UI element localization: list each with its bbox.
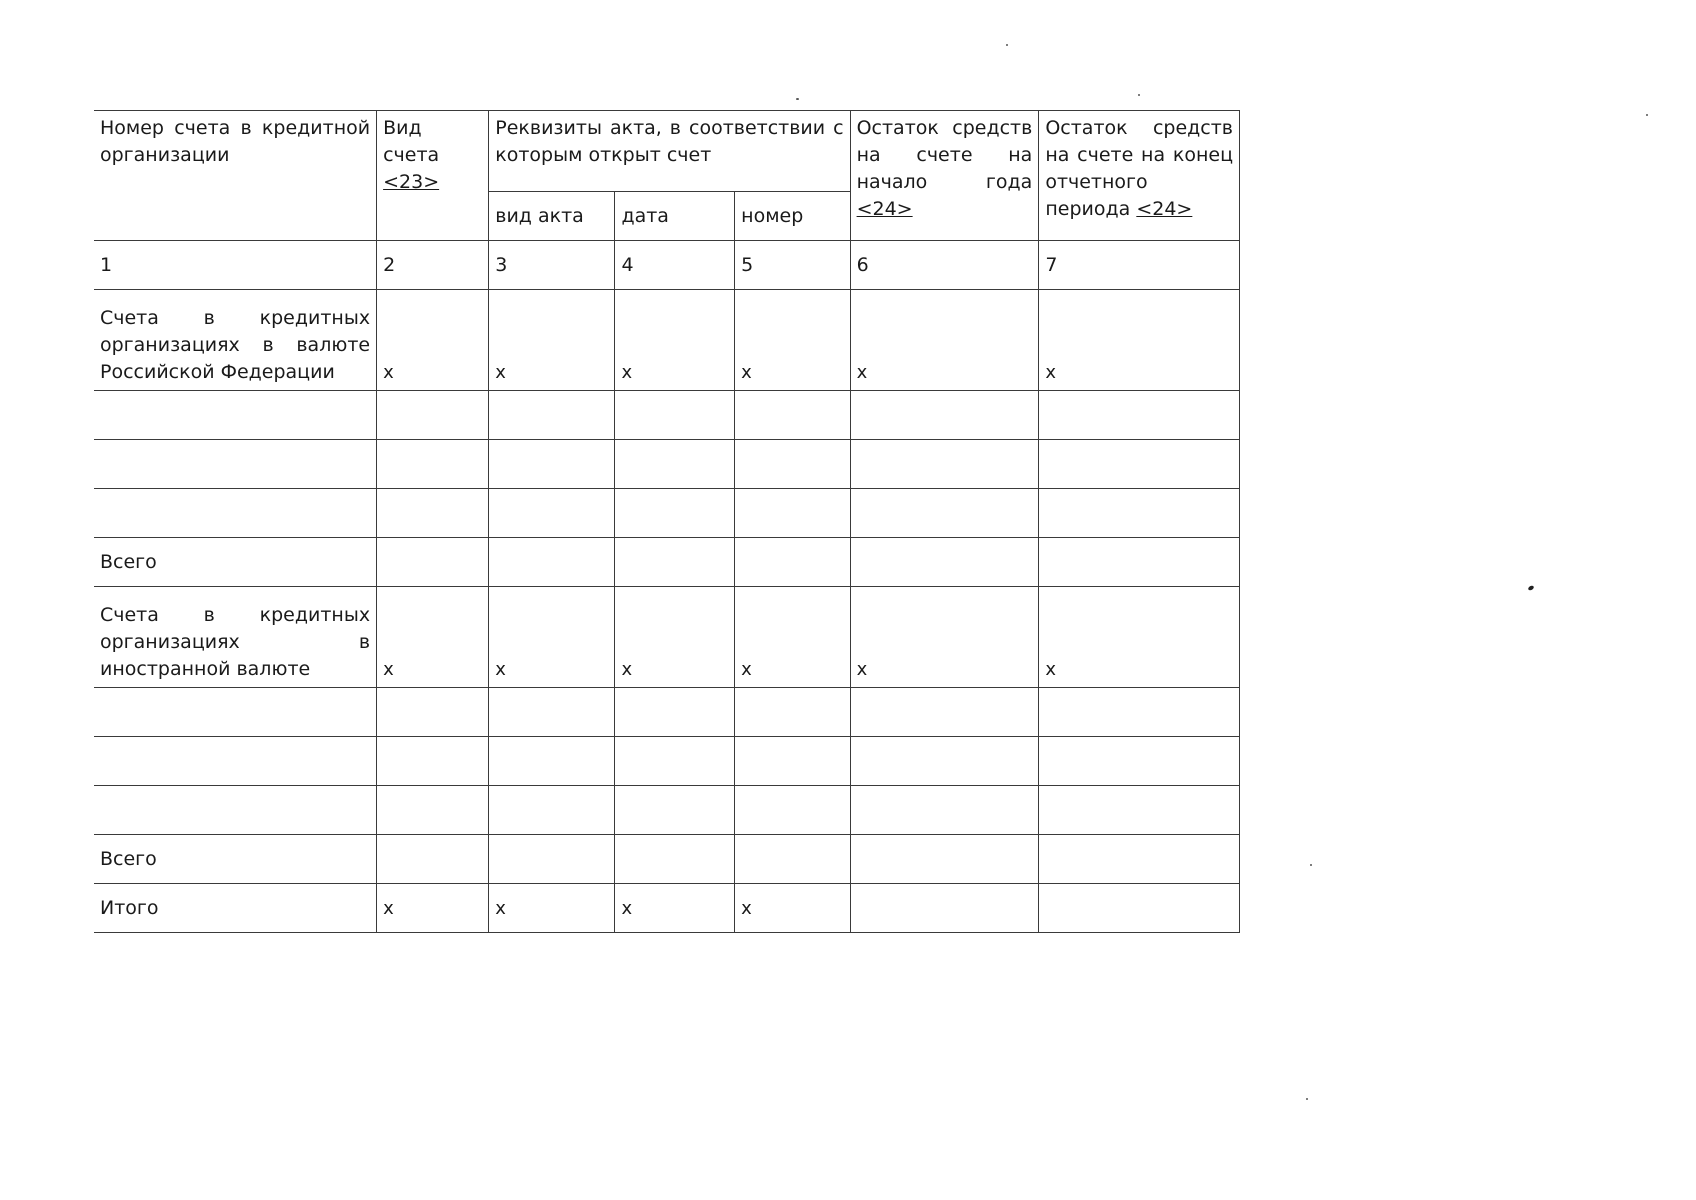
table-cell [850, 835, 1039, 884]
table-cell [850, 688, 1039, 737]
scan-speck [1006, 44, 1008, 46]
table-cell [1039, 391, 1240, 440]
subtotal-row-rub [94, 538, 1240, 587]
table-cell [850, 884, 1039, 933]
column-number: 5 [735, 241, 850, 290]
table-cell [377, 737, 489, 786]
cross-mark: x [850, 587, 1039, 688]
table-cell [735, 489, 850, 538]
table-cell [735, 835, 850, 884]
table-cell [735, 391, 850, 440]
cross-mark: x [615, 587, 735, 688]
table-cell [94, 688, 377, 737]
cross-mark: x [377, 587, 489, 688]
header-act-details: Реквизиты акта, в соответствии с которым открыт счет [489, 111, 850, 192]
header-balance-start [850, 111, 1039, 241]
header-balance-end [1039, 111, 1240, 241]
table-cell [489, 737, 615, 786]
table-cell [850, 489, 1039, 538]
column-number: 1 [94, 241, 377, 290]
cross-mark: x [489, 884, 615, 933]
scan-speck [1646, 114, 1648, 116]
table-cell [489, 489, 615, 538]
table-cell [489, 688, 615, 737]
table-cell [615, 391, 735, 440]
cross-mark: x [1039, 290, 1240, 391]
subtotal-row-foreign [94, 835, 1240, 884]
table-cell [489, 786, 615, 835]
grand-total-label: Итого [94, 884, 377, 933]
column-number: 2 [377, 241, 489, 290]
table-cell [94, 786, 377, 835]
table-row [94, 391, 1240, 440]
scan-speck [1138, 94, 1140, 96]
table-cell [489, 538, 615, 587]
column-number: 7 [1039, 241, 1240, 290]
table-cell [615, 737, 735, 786]
cross-mark: x [1039, 587, 1240, 688]
scan-speck [1306, 1098, 1308, 1100]
table-cell [489, 835, 615, 884]
scan-speck [796, 98, 799, 100]
cross-mark: x [489, 587, 615, 688]
table-cell [735, 737, 850, 786]
table-cell [1039, 538, 1240, 587]
table-cell [1039, 737, 1240, 786]
column-number: 6 [850, 241, 1039, 290]
grand-total-row [94, 884, 1240, 933]
scan-speck [1527, 585, 1534, 591]
header-balance-start-text: Остаток средств на счете на начало года [856, 117, 1033, 193]
table-cell [94, 489, 377, 538]
table-cell [377, 440, 489, 489]
table-cell [1039, 835, 1240, 884]
table-cell [94, 391, 377, 440]
table-cell [850, 440, 1039, 489]
table-cell [1039, 440, 1240, 489]
column-number-row [94, 241, 1240, 290]
table-cell [377, 538, 489, 587]
cross-mark: x [377, 884, 489, 933]
table-cell [735, 688, 850, 737]
table-cell [615, 688, 735, 737]
table-row [94, 737, 1240, 786]
section-title-foreign: Счета в кредитных организациях в иностранной валюте [94, 587, 377, 688]
cross-mark: x [735, 290, 850, 391]
table-cell [377, 835, 489, 884]
table-row [94, 786, 1240, 835]
header-account-type [377, 111, 489, 241]
header-balance-end-text: Остаток средств на счете на конец отчетного периода [1045, 117, 1233, 220]
table-cell [735, 786, 850, 835]
footnote-24-start: <24> [856, 198, 913, 220]
table-cell [377, 786, 489, 835]
table-cell [615, 835, 735, 884]
header-act-number: номер [735, 192, 850, 241]
table-cell [377, 688, 489, 737]
footnote-24-end: <24> [1136, 198, 1193, 220]
subtotal-label: Всего [94, 538, 377, 587]
table-cell [489, 391, 615, 440]
header-act-type: вид акта [489, 192, 615, 241]
table-cell [377, 391, 489, 440]
section-row-foreign [94, 587, 1240, 688]
section-row-rub [94, 290, 1240, 391]
table-cell [489, 440, 615, 489]
cross-mark: x [850, 290, 1039, 391]
table-cell [850, 737, 1039, 786]
table-row [94, 688, 1240, 737]
table-cell [850, 391, 1039, 440]
table-cell [615, 538, 735, 587]
cross-mark: x [735, 587, 850, 688]
table-cell [735, 538, 850, 587]
column-number: 3 [489, 241, 615, 290]
cross-mark: x [615, 884, 735, 933]
table-cell [615, 489, 735, 538]
header-row-1 [94, 111, 1240, 192]
accounts-table [94, 110, 1240, 933]
cross-mark: x [615, 290, 735, 391]
table-cell [1039, 688, 1240, 737]
table-cell [1039, 884, 1240, 933]
section-title-rub: Счета в кредитных организациях в валюте Российской Федерации [94, 290, 377, 391]
table-cell [377, 489, 489, 538]
table-row [94, 440, 1240, 489]
scan-speck [1310, 864, 1312, 866]
table-cell [850, 538, 1039, 587]
table-cell [735, 440, 850, 489]
table-row [94, 489, 1240, 538]
cross-mark: x [735, 884, 850, 933]
table-cell [615, 786, 735, 835]
header-act-date: дата [615, 192, 735, 241]
table-cell [850, 786, 1039, 835]
header-account-number: Номер счета в кредитной организации [94, 111, 377, 241]
table-cell [615, 440, 735, 489]
table-cell [94, 440, 377, 489]
table-cell [1039, 489, 1240, 538]
column-number: 4 [615, 241, 735, 290]
cross-mark: x [377, 290, 489, 391]
footnote-23: <23> [383, 171, 440, 193]
table-cell [1039, 786, 1240, 835]
cross-mark: x [489, 290, 615, 391]
subtotal-label: Всего [94, 835, 377, 884]
table-cell [94, 737, 377, 786]
header-account-type-text: Вид счета [383, 117, 440, 166]
